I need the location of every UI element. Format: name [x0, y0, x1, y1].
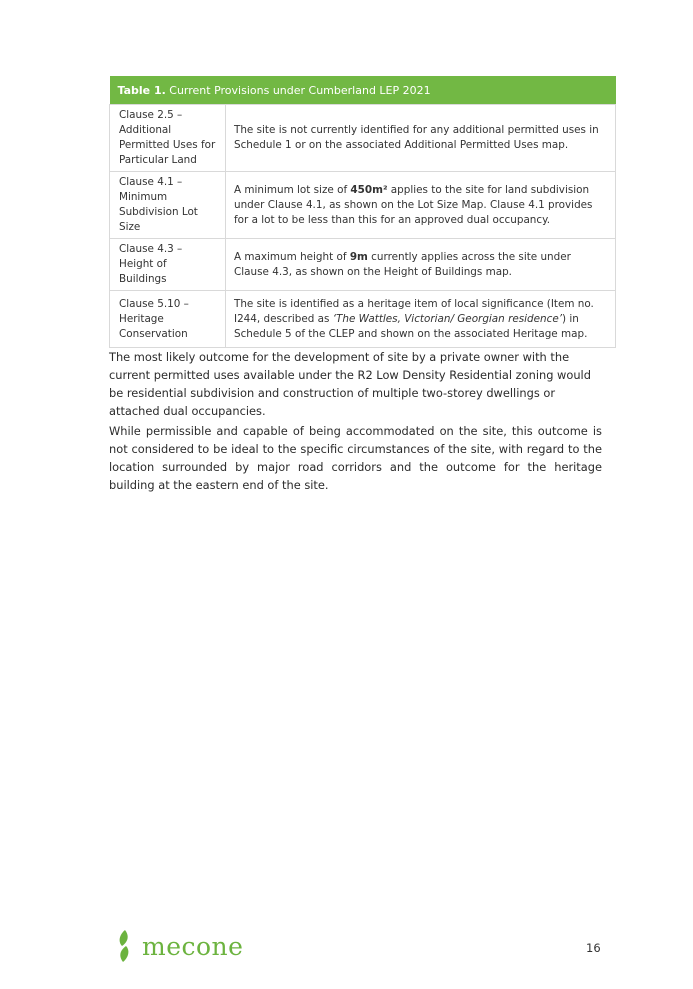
provision-cell — [226, 291, 616, 348]
provision-cell — [226, 239, 616, 291]
provision-value: 450m² — [350, 183, 388, 196]
logo-wordmark: mecone — [142, 931, 244, 961]
provision-quote: ‘The Wattles, Victorian/ Georgian residence’ — [332, 312, 563, 325]
table-row — [110, 172, 616, 239]
clause-cell: Clause 4.3 – Height of Buildings — [110, 239, 226, 291]
provision-text: ) in Schedule 5 of the CLEP and shown on the associated Heritage map. — [234, 312, 588, 340]
provisions-table — [109, 76, 616, 348]
table-row — [110, 105, 616, 172]
provision-value: 9m — [349, 250, 368, 263]
provision-text: A maximum height of — [234, 250, 350, 263]
company-logo — [111, 928, 243, 964]
body-paragraph: The most likely outcome for the development of site by a private owner with the current permitted uses available under the R2 Low Density Residential zoning would be residential subdivision and construction of multiple two-storey dwellings or attached dual occupancies. — [109, 350, 591, 418]
table-caption — [110, 76, 616, 105]
table-row — [110, 239, 616, 291]
clause-cell: Clause 5.10 – Heritage Conservation — [110, 291, 226, 348]
provision-text: A minimum lot size of — [234, 183, 351, 196]
clause-cell: Clause 4.1 – Minimum Subdivision Lot Size — [110, 172, 226, 239]
table-caption-label: Table 1. — [117, 84, 166, 97]
page-number: 16 — [586, 941, 601, 955]
provision-cell — [226, 172, 616, 239]
provision-text: currently applies across the site under Clause 4.3, as shown on the Height of Buildings map. — [234, 250, 571, 278]
table-caption-title: Current Provisions under Cumberland LEP 2021 — [165, 84, 431, 97]
table-row — [110, 291, 616, 348]
body-paragraph: While permissible and capable of being accommodated on the site, this outcome is not considered to be ideal to the specific circumstances of the site, with regard to the location surrounded by major road corridors and the outcome for the heritage building at the eastern end of the site. — [109, 424, 602, 492]
provision-text: applies to the site for land subdivision under Clause 4.1, as shown on the Lot Size Map. Clause 4.1 provides for a lot to be less than this for an approved dual occupancy. — [234, 183, 593, 226]
provision-text: The site is identified as a heritage item of local significance (Item no. I244, described as — [234, 297, 594, 325]
provision-cell: The site is not currently identified for any additional permitted uses in Schedule 1 or on the associated Additional Permitted Uses map. — [226, 105, 616, 172]
leaf-icon — [111, 929, 137, 963]
clause-cell: Clause 2.5 – Additional Permitted Uses for Particular Land — [110, 105, 226, 172]
